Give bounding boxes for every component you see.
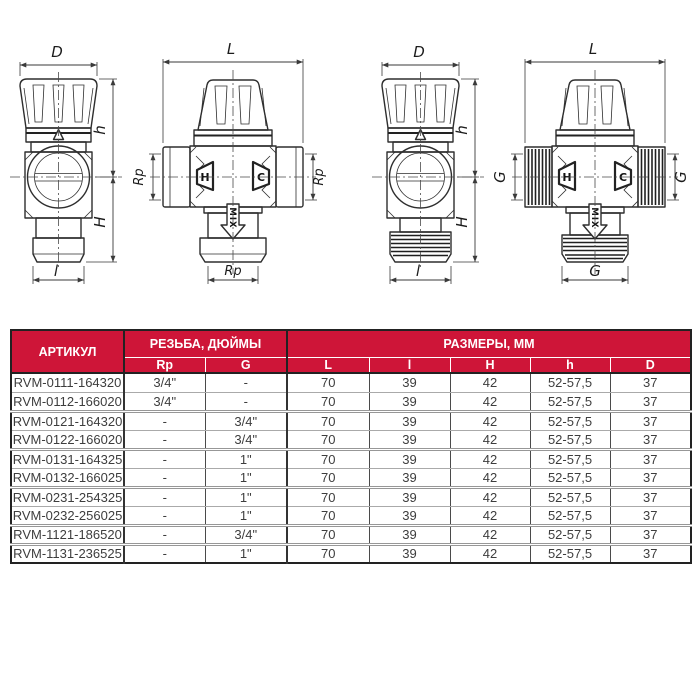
cell-D: 37 [610,468,691,487]
cell-article: RVM-0132-166025 [11,468,124,487]
cell-H: 42 [450,411,530,430]
cell-D: 37 [610,487,691,506]
cell-article: RVM-1131-236525 [11,544,124,563]
table-row [11,373,691,392]
cell-rp: - [124,487,205,506]
dim-label-L: L [588,40,598,58]
cell-l: 39 [369,392,450,411]
hot-label: H [562,171,572,184]
table-row [11,506,691,525]
cell-H: 42 [450,525,530,544]
cell-l: 39 [369,487,450,506]
cell-h: 52-57,5 [530,506,610,525]
cell-article: RVM-0111-164320 [11,373,124,392]
col-header-L: L [287,357,369,373]
side-view-female [132,40,327,284]
dim-label-l: l [53,262,59,280]
cell-l: 39 [369,430,450,449]
cell-L: 70 [287,373,369,392]
mix-label: MIX [227,207,237,229]
dim-label-Rp-left: Rp [132,168,147,186]
cell-H: 42 [450,487,530,506]
dim-label-Rp-right: Rp [312,168,327,186]
cell-g: 3/4" [205,525,287,544]
cell-h: 52-57,5 [530,525,610,544]
cell-g: 1" [205,487,287,506]
cell-H: 42 [450,506,530,525]
cell-L: 70 [287,430,369,449]
cell-h: 52-57,5 [530,373,610,392]
cell-H: 42 [450,544,530,563]
cell-D: 37 [610,506,691,525]
cell-rp: - [124,506,205,525]
cell-H: 42 [450,468,530,487]
cell-rp: - [124,449,205,468]
cell-article: RVM-0122-166020 [11,430,124,449]
cell-L: 70 [287,525,369,544]
knob [560,80,630,130]
col-group-sizes: РАЗМЕРЫ, ММ [287,330,691,357]
cell-g: 1" [205,449,287,468]
cell-D: 37 [610,449,691,468]
mix-label: MIX [589,207,599,229]
col-header-D: D [610,357,691,373]
valve-technical-drawing [0,0,700,320]
cell-h: 52-57,5 [530,468,610,487]
dim-label-G-bottom: G [589,262,601,280]
cell-l: 39 [369,468,450,487]
dim-label-D: D [51,43,63,61]
cell-h: 52-57,5 [530,544,610,563]
dim-label-G-right: G [672,171,690,183]
dim-label-D: D [413,43,425,61]
cell-rp: 3/4" [124,392,205,411]
cell-D: 37 [610,525,691,544]
col-header-h: h [530,357,610,373]
cell-H: 42 [450,449,530,468]
dim-label-H: H [453,216,471,228]
knob [198,80,268,130]
cell-L: 70 [287,449,369,468]
col-header-g: G [205,357,287,373]
cell-L: 70 [287,506,369,525]
front-view-female [10,43,122,284]
cell-g: 3/4" [205,411,287,430]
table-row [11,449,691,468]
table-row [11,430,691,449]
cell-rp: - [124,544,205,563]
spec-table-header [11,330,691,373]
hot-label: H [200,171,210,184]
dim-label-G-left: G [491,171,509,183]
cell-h: 52-57,5 [530,430,610,449]
col-group-thread: РЕЗЬБА, ДЮЙМЫ [124,330,287,357]
cell-l: 39 [369,544,450,563]
dim-label-h: h [453,125,471,135]
cell-D: 37 [610,430,691,449]
cell-D: 37 [610,411,691,430]
spec-table [10,329,692,564]
cell-l: 39 [369,411,450,430]
table-row [11,411,691,430]
table-row [11,525,691,544]
cell-rp: - [124,430,205,449]
cell-article: RVM-0232-256025 [11,506,124,525]
cell-h: 52-57,5 [530,487,610,506]
cell-article: RVM-1121-186520 [11,525,124,544]
cell-h: 52-57,5 [530,411,610,430]
cell-rp: - [124,525,205,544]
cell-g: - [205,373,287,392]
table-row [11,468,691,487]
dim-label-l: l [415,262,421,280]
col-header-article: АРТИКУЛ [11,330,124,373]
cell-g: 1" [205,468,287,487]
cell-l: 39 [369,373,450,392]
cold-label: C [256,171,266,184]
cell-l: 39 [369,506,450,525]
cell-L: 70 [287,487,369,506]
cell-article: RVM-0231-254325 [11,487,124,506]
table-row [11,487,691,506]
cell-l: 39 [369,449,450,468]
cell-L: 70 [287,411,369,430]
cell-h: 52-57,5 [530,449,610,468]
cell-L: 70 [287,544,369,563]
cell-H: 42 [450,373,530,392]
front-view-male [372,43,484,284]
cell-rp: - [124,411,205,430]
dim-label-L: L [226,40,236,58]
cell-g: 1" [205,506,287,525]
spec-table-body [11,373,691,563]
cell-article: RVM-0131-164325 [11,449,124,468]
side-view-male [491,40,690,284]
cell-rp: 3/4" [124,373,205,392]
cell-article: RVM-0112-166020 [11,392,124,411]
cell-l: 39 [369,525,450,544]
col-header-l: l [369,357,450,373]
cell-g: 1" [205,544,287,563]
table-row [11,544,691,563]
cell-g: 3/4" [205,430,287,449]
header-row-groups [11,330,691,357]
dim-label-h: h [91,125,109,135]
cell-D: 37 [610,373,691,392]
dim-label-Rp-bottom: Rp [224,264,242,279]
cell-H: 42 [450,430,530,449]
cell-article: RVM-0121-164320 [11,411,124,430]
cold-label: C [618,171,628,184]
cell-rp: - [124,468,205,487]
cell-D: 37 [610,544,691,563]
cell-g: - [205,392,287,411]
table-row [11,392,691,411]
col-header-H: H [450,357,530,373]
cell-L: 70 [287,392,369,411]
cell-H: 42 [450,392,530,411]
cell-D: 37 [610,392,691,411]
col-header-rp: Rp [124,357,205,373]
dim-label-H: H [91,216,109,228]
cell-L: 70 [287,468,369,487]
cell-h: 52-57,5 [530,392,610,411]
